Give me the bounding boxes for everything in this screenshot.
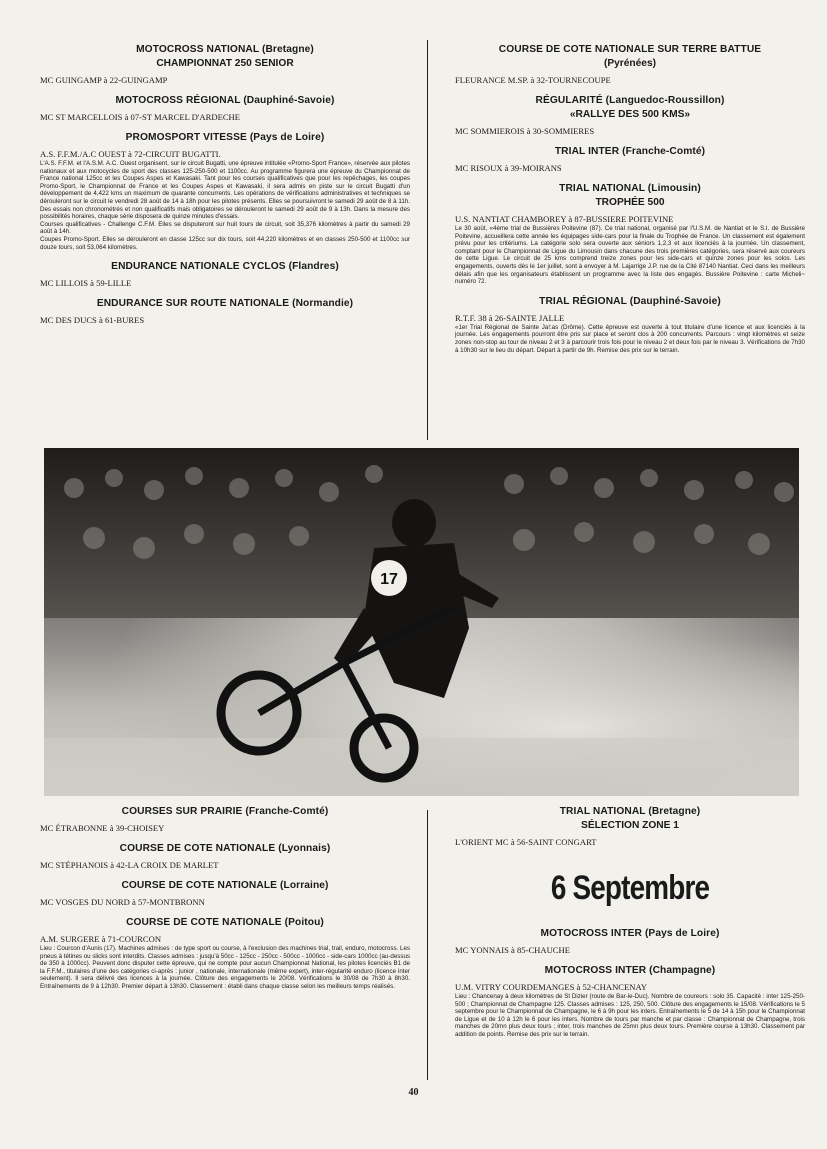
event-listing [40, 843, 410, 870]
event-region: (Normandie) [292, 298, 354, 310]
event-title [455, 95, 805, 106]
event-listing [40, 95, 410, 122]
event-listing [455, 146, 805, 173]
organizing-club: A.M. SURGERE à 71-COURCON [40, 934, 162, 944]
event-description [455, 993, 805, 1039]
description-paragraph: Lieu : Courcon d'Aunis (17). Machines admises : de type sport ou course, à l'exclusion des machines trial, trail, enduro, motocross. Les pneus à tétines ou slicks sont interdits. Classes admises : jusqu'à 50cc - 125cc - 250cc - 500cc - 1000cc - side-cars 1000cc (au-dessus de 350 à 1000cc). Peuvent donc disputer cette épreuve, qui ne compte pour aucun Championnat National, les pilotes licenciés B1 de la F.F.M., titulaires d'une des catégories ci-après : junior , nationale, internationale (même expert), inter-régularité enduro (licence inter seulement). Il sera délivré des licences à la journée. Clôture des engagements le 20/08. Vérifications le 30/08 de 7h30 à 8h30. Entraînements de 9 à 12h30. Premier départ à 13h30. Classement : établi dans chaque classe selon les meilleurs temps réalisés. [40, 945, 410, 990]
event-name: ENDURANCE SUR ROUTE NATIONALE [96, 298, 290, 310]
event-subtitle: TROPHÉE 500 [595, 197, 665, 208]
event-title [455, 296, 805, 307]
bib-number: 17 [380, 571, 398, 588]
event-name: MOTOCROSS INTER [540, 928, 642, 939]
right-column-bottom [455, 806, 805, 1049]
description-paragraph: Coupes Promo-Sport. Elles se dérouleront en classe 125cc sur dix tours, soit 44,220 kilomètres et en classes 250-500 et 1100cc sur douze tours, soit 53,064 kilomètres. [40, 235, 410, 251]
event-region: (Lorraine) [280, 880, 329, 891]
event-title [40, 298, 410, 309]
column-divider [427, 810, 428, 1080]
organizing-club: MC STÉPHANOIS à 42-LA CROIX DE MARLET [40, 860, 219, 870]
event-region: (Flandres) [288, 261, 339, 273]
organizing-club: MC SOMMIEROIS à 30-SOMMIERES [455, 126, 595, 136]
event-listing [40, 298, 410, 325]
organizing-club: R.T.F. 38 à 26-SAINTE JALLE [455, 312, 565, 323]
event-region: (Dauphiné-Savoie) [629, 295, 721, 307]
description-paragraph: Le 30 août, «4ème trial de Bussières Poitevine (87). Ce trial national, organisé par l'U.S.M. de Nantiat et le S.I. de Bussière Poitevine, accueillera cette année les équipages side-cars pour la finale du Trophée de France. Un classement est également prévu pour les critériums. La catégorie solo sera ouverte aux séniors 1,2,3 et aux licenciés à la journée. Un classement, comptant pour le Championnat de Ligue du Limousin dans chacune des trois premières catégories, sera réservé aux coureurs de cette Ligue. Le circuit de 25 kms comprend treize zones pour les side-cars et quinze zones pour les solos. Les engagements, ouverts dès le 1er juillet, sont à envoyer à M. Lajarrige J.P. rue de la Cité 87140 Nantiat. Ceci dans les meilleurs délais afin que les organisateurs établissent un programme avec la liste des engagés. Bussière Poitevine : carte Micheli~ numéro 72. [455, 225, 805, 286]
event-listing [40, 261, 410, 288]
left-column-top [40, 44, 410, 335]
event-listing [40, 917, 410, 991]
organizing-club: FLEURANCE M.SP. à 32-TOURNECOUPE [455, 75, 611, 85]
event-name: MOTOCROSS RÉGIONAL [115, 95, 241, 106]
event-description [40, 160, 410, 251]
event-listing [455, 183, 805, 286]
right-bottom-events-2 [455, 928, 805, 1039]
event-name: TRIAL NATIONAL [559, 183, 645, 194]
event-subtitle: (Pyrénées) [603, 58, 657, 69]
description-paragraph: L'A.S. F.F.M. et l'A.S.M. A.C. Ouest organisent, sur le circuit Bugatti, une épreuve intitulée «Promo-Sport France», réservée aux pilotes nationaux et aux motocycles de sport des classes 125-250-500 et 1100cc. Au programme figurera une épreuve du Championnat de France national 125cc et les Coupes Aspes et Kawasaki. Tant pour les courses qualificatives que pour les repêchages, les coupes Promo-Sport, le Championnat de France et les Coupes Aspes et Kawasaki, il sera admis en piste sur le circuit Bugatti d'un développement de 4,422 kms un maximum de quarante concurrents. Les opérations de vérifications administratives et techniques se dérouleront sur le circuit le vendredi 28 août de 14 à 18h pour les pilotes présents. Elles se poursuivront le samedi 29 août de 8 à 11h. Des essais non chronométrés et non qualificatifs mais obligatoires se dérouleront le samedi 29 août de 9 à 13h. Dans la mesure des possibilités horaires, chaque série disposera de quinze minutes d'essais. [40, 160, 410, 221]
event-description [455, 324, 805, 354]
organizing-club: U.M. VITRY COURDEMANGES à 52-CHANCENAY [455, 982, 648, 992]
event-region: (Languedoc-Roussillon) [605, 95, 725, 106]
page-number: 40 [408, 1087, 419, 1098]
event-name: MOTOCROSS INTER [544, 965, 647, 976]
event-title [455, 928, 805, 939]
event-name: COURSE DE COTE NATIONALE [119, 843, 276, 854]
event-region: (Pays de Loire) [644, 928, 720, 939]
event-subtitle: CHAMPIONNAT 250 SENIOR [156, 58, 294, 69]
organizing-club: MC LILLOIS à 59-LILLE [40, 278, 132, 289]
event-title [40, 880, 410, 891]
organizing-club: L'ORIENT MC à 56-SAINT CONGART [455, 837, 597, 847]
event-region: (Poitou) [284, 917, 324, 928]
organizing-club: MC RISOUX à 39-MOIRANS [455, 163, 562, 173]
event-subtitle: SÉLECTION ZONE 1 [581, 820, 679, 831]
photo-illustration [44, 448, 799, 796]
event-title [40, 132, 410, 143]
event-region: (Limousin) [647, 183, 701, 194]
event-title [40, 261, 410, 272]
event-name: MOTOCROSS NATIONAL [136, 44, 260, 55]
event-region: (Champagne) [649, 965, 716, 976]
event-region: (Dauphiné-Savoie) [243, 95, 335, 106]
right-column-top [455, 44, 805, 364]
organizing-club: MC ST MARCELLOIS à 07-ST MARCEL D'ARDECHE [40, 112, 241, 122]
organizing-club: MC YONNAIS à 85-CHAUCHE [455, 945, 570, 955]
event-region: (Pays de Loire) [249, 132, 325, 143]
event-listing [455, 296, 805, 354]
event-name: ENDURANCE NATIONALE CYCLOS [111, 261, 286, 273]
event-name: COURSES SUR PRAIRIE [121, 806, 243, 817]
event-listing [455, 928, 805, 955]
event-title [455, 965, 805, 976]
event-name: TRIAL INTER [554, 146, 620, 157]
event-region: (Franche-Comté) [245, 806, 329, 817]
organizing-club: MC ÉTRABONNE à 39-CHOISEY [40, 823, 165, 833]
event-region: (Franche-Comté) [622, 146, 706, 157]
description-paragraph: «1er Trial Régional de Sainte Ja!:as (Drôme). Cette épreuve est ouverte à tout titulaire d'une licence et aux licenciés à la journée. Les engagements pourront être pris sur place et seront clos à 200 concurrents. Parcours : vingt kilomètres et seize zones non-stop au tour de niveau 2 et 3 à parcourir trois fois pour le niveau 2 et deux fois par le niveau 3. Vérifications de 7h30 à 10h30 sur le lieu du départ. Départ à partir de 9h. Remise des prix sur le terrain. [455, 323, 805, 354]
date-heading: 6 Septembre [550, 869, 710, 907]
organizing-club: MC GUINGAMP à 22-GUINGAMP [40, 75, 168, 85]
event-name: PROMOSPORT VITESSE [125, 132, 247, 143]
organizing-club: U.S. NANTIAT CHAMBOREY à 87-BUSSIERE POITEVINE [455, 214, 674, 224]
event-title [455, 183, 805, 194]
event-title [455, 146, 805, 157]
event-title [455, 44, 805, 55]
event-name: COURSE DE COTE NATIONALE [126, 917, 282, 928]
organizing-club: A.S. F.F.M./A.C OUEST à 72-CIRCUIT BUGATTI. [40, 149, 221, 159]
event-listing [40, 880, 410, 907]
event-region: (Lyonnais) [278, 843, 331, 854]
event-title [455, 806, 805, 817]
right-bottom-events-1 [455, 806, 805, 847]
description-paragraph: Courses qualificatives - Challenge C.F.M. Elles se disputeront sur huit tours de circuit, soit 35,376 kilomètres à partir du samedi 29 août à 14h. [40, 220, 410, 236]
event-description [40, 945, 410, 991]
description-paragraph: Lieu : Chancenay à deux kilomètres de St Dizier (route de Bar-le-Duc). Nombre de coureurs : solo 35. Capacité : inter 125-250-500 ; Championnat de Champagne 125. Classes admises : 125, 250, 500. Clôture des engagements le 15/08. Vérifications le 5 septembre pour le Championnat de Champagne, le 6 à 9h pour les inters. Entraînements le 5 de 14 à 15h pour le Championnat de Ligue et de 10 à 12h le 6 pour les inters. Nombre de tours par manche et par classe : Championnat de Champagne, trois manches de 20mn plus deux tours ; inter, trois manches de 25mn plus deux tours. Première course à 13h30. Classement par addition de points. Remise des prix sur le terrain. [455, 993, 805, 1038]
event-title [40, 95, 410, 106]
event-region: (Bretagne) [261, 44, 314, 55]
motocross-photo [44, 448, 799, 796]
event-region: (Bretagne) [648, 806, 701, 817]
event-subtitle: «RALLYE DES 500 KMS» [569, 109, 691, 120]
event-name: COURSE DE COTE NATIONALE SUR TERRE BATTUE [498, 44, 762, 55]
event-listing [40, 132, 410, 251]
event-listing [455, 965, 805, 1039]
column-divider [427, 40, 428, 440]
event-name: RÉGULARITÉ [535, 95, 603, 106]
organizing-club: MC DES DUCS à 61-BURES [40, 315, 145, 326]
event-listing [455, 44, 805, 85]
event-title [40, 806, 410, 817]
organizing-club: MC VOSGES DU NORD à 57-MONTBRONN [40, 897, 205, 907]
event-title [40, 843, 410, 854]
event-listing [40, 44, 410, 85]
event-description [455, 225, 805, 286]
left-column-bottom [40, 806, 410, 1001]
event-name: TRIAL RÉGIONAL [539, 295, 627, 307]
event-title [40, 44, 410, 55]
event-title [40, 917, 410, 928]
event-listing [455, 806, 805, 847]
event-listing [455, 95, 805, 136]
event-listing [40, 806, 410, 833]
event-name: TRIAL NATIONAL [559, 806, 646, 817]
event-name: COURSE DE COTE NATIONALE [121, 880, 278, 891]
